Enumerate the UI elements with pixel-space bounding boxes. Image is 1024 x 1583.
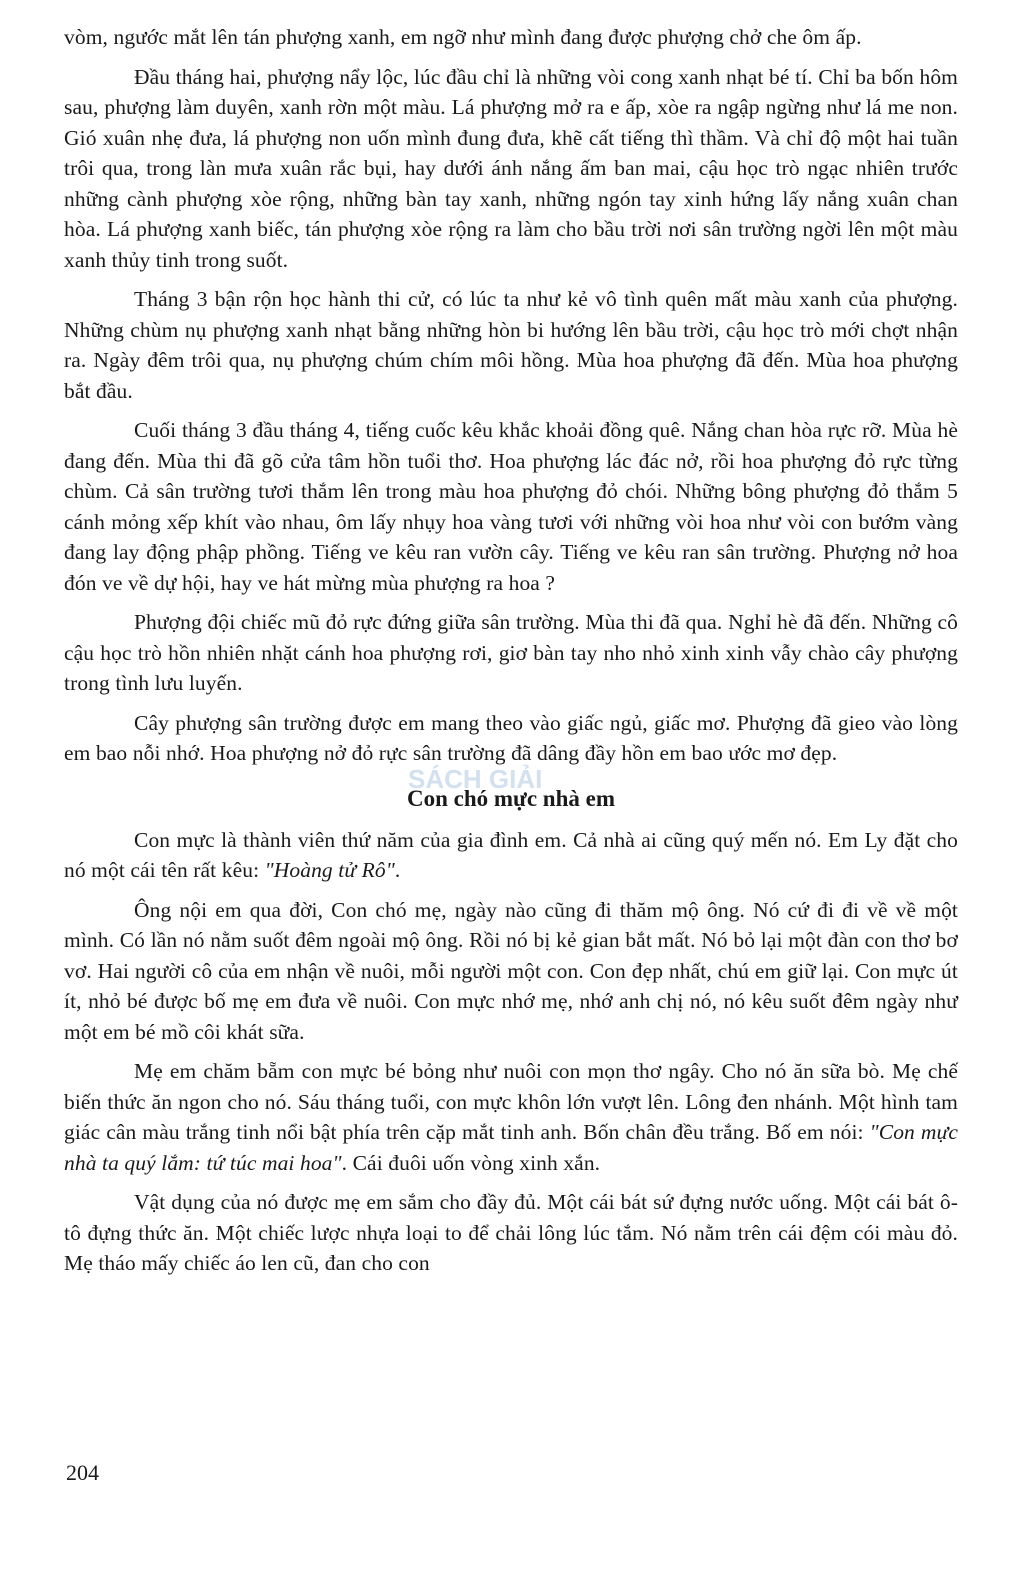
paragraph: Ông nội em qua đời, Con chó mẹ, ngày nào cũng đi thăm mộ ông. Nó cứ đi đi về về một mình. Có lần nó nằm suốt đêm ngoài mộ ông. Rồi nó bị kẻ gian bắt mất. Nó bỏ lại một đàn con thơ bơ vơ. Hai người cô của em nhận về nuôi, mỗi người một con. Con đẹp nhất, chú em giữ lại. Con mực út ít, nhỏ bé được bố mẹ em đưa về nuôi. Con mực nhớ mẹ, nhớ anh chị nó, nó kêu suốt đêm ngày như một em bé mồ côi khát sữa. <box>64 897 958 1044</box>
section-heading: Con chó mực nhà em <box>406 785 616 811</box>
paragraph-text: . Cái đuôi uốn vòng xinh xắn. <box>341 1150 601 1175</box>
paragraph <box>64 1056 958 1178</box>
paragraph: Phượng đội chiếc mũ đỏ rực đứng giữa sân trường. Mùa thi đã qua. Nghỉ hè đã đến. Những cô cậu học trò hồn nhiên nhặt cánh hoa phượng rơi, giơ bàn tay nho nhỏ xinh xinh vẫy chào cây phượng trong tình lưu luyến. <box>64 610 958 695</box>
paragraph-text: Con mực là thành viên thứ năm của gia đình em. Cả nhà ai cũng quý mến nó. Em Ly đặt cho nó một cái tên rất kêu: <box>64 827 958 882</box>
paragraph <box>64 825 958 886</box>
document-page <box>64 22 958 1288</box>
paragraph: Đầu tháng hai, phượng nẩy lộc, lúc đầu chỉ là những vòi cong xanh nhạt bé tí. Chỉ ba bốn hôm sau, phượng làm duyên, xanh rờn một màu. Lá phượng mở ra e ấp, xòe ra ngập ngừng như lá me non. Gió xuân nhẹ đưa, lá phượng non uốn mình đung đưa, khẽ cất tiếng thì thầm. Và chỉ độ một hai tuần trôi qua, trong làn mưa xuân rắc bụi, hay dưới ánh nắng ấm ban mai, cậu học trò ngạc nhiên trước những cành phượng xòe rộng, những bàn tay xanh, những ngón tay xinh hứng lấy nắng xuân chan hòa. Lá phượng xanh biếc, tán phượng xòe rộng ra làm cho bầu trời nơi sân trường ngời lên một màu xanh thủy tinh trong suốt. <box>64 64 958 272</box>
paragraph: Vật dụng của nó được mẹ em sắm cho đầy đủ. Một cái bát sứ đựng nước uống. Một cái bát ô-tô đựng thức ăn. Một chiếc lược nhựa loại to để chải lông lúc tắm. Nó nằm trên cái đệm cói màu đỏ. Mẹ tháo mấy chiếc áo len cũ, đan cho con <box>64 1190 958 1275</box>
page-number: 204 <box>66 1460 99 1485</box>
italic-quote: "Con mực nhà ta quý lắm: tứ túc mai hoa" <box>64 1120 959 1175</box>
svg-text:SÁCH GIẢI: SÁCH GIẢI <box>408 764 543 794</box>
italic-quote: "Hoàng tử Rô" <box>264 858 395 882</box>
paragraph: Tháng 3 bận rộn học hành thi cử, có lúc ta như kẻ vô tình quên mất màu xanh của phượng. Những chùm nụ phượng xanh nhạt bằng những hòn bi hướng lên bầu trời, cậu học trò mới chợt nhận ra. Ngày đêm trôi qua, nụ phượng chúm chím môi hồng. Mùa hoa phượng đã đến. Mùa hoa phượng bắt đầu. <box>64 287 958 403</box>
paragraph: Cây phượng sân trường được em mang theo vào giấc ngủ, giấc mơ. Phượng đã gieo vào lòng em bao nỗi nhớ. Hoa phượng nở đỏ rực sân trường đã dâng đầy hồn em bao ước mơ đẹp. <box>64 710 958 765</box>
paragraph-text: . <box>394 858 401 882</box>
paragraph: Cuối tháng 3 đầu tháng 4, tiếng cuốc kêu khắc khoải đồng quê. Nắng chan hòa rực rỡ. Mùa hè đang đến. Mùa thi đã gõ cửa tâm hồn tuổi thơ. Hoa phượng lác đác nở, rồi hoa phượng đỏ rực từng chùm. Cả sân trường tươi thắm lên trong màu hoa phượng đỏ chói. Những bông phượng đỏ thắm 5 cánh mỏng xếp khít vào nhau, ôm lấy nhụy hoa vàng tươi với những vòi hoa như vòi con bướm vàng đang lay động phập phồng. Tiếng ve kêu ran vườn cây. Tiếng ve kêu ran sân trường. Phượng nở hoa đón ve về dự hội, hay ve hát mừng mùa phượng ra hoa ? <box>64 418 958 595</box>
paragraph-text: Mẹ em chăm bẵm con mực bé bỏng như nuôi con mọn thơ ngây. Cho nó ăn sữa bò. Mẹ chế biến thức ăn ngon cho nó. Sáu tháng tuổi, con mực khôn lớn vượt lên. Lông đen nhánh. Một hình tam giác cân màu trắng tinh nổi bật phía trên cặp mắt tinh anh. Bốn chân đều trắng. Bố em nói: <box>64 1059 958 1144</box>
paragraph-continuation: vòm, ngước mắt lên tán phượng xanh, em ngỡ như mình đang được phượng chở che ôm ấp. <box>64 25 862 49</box>
